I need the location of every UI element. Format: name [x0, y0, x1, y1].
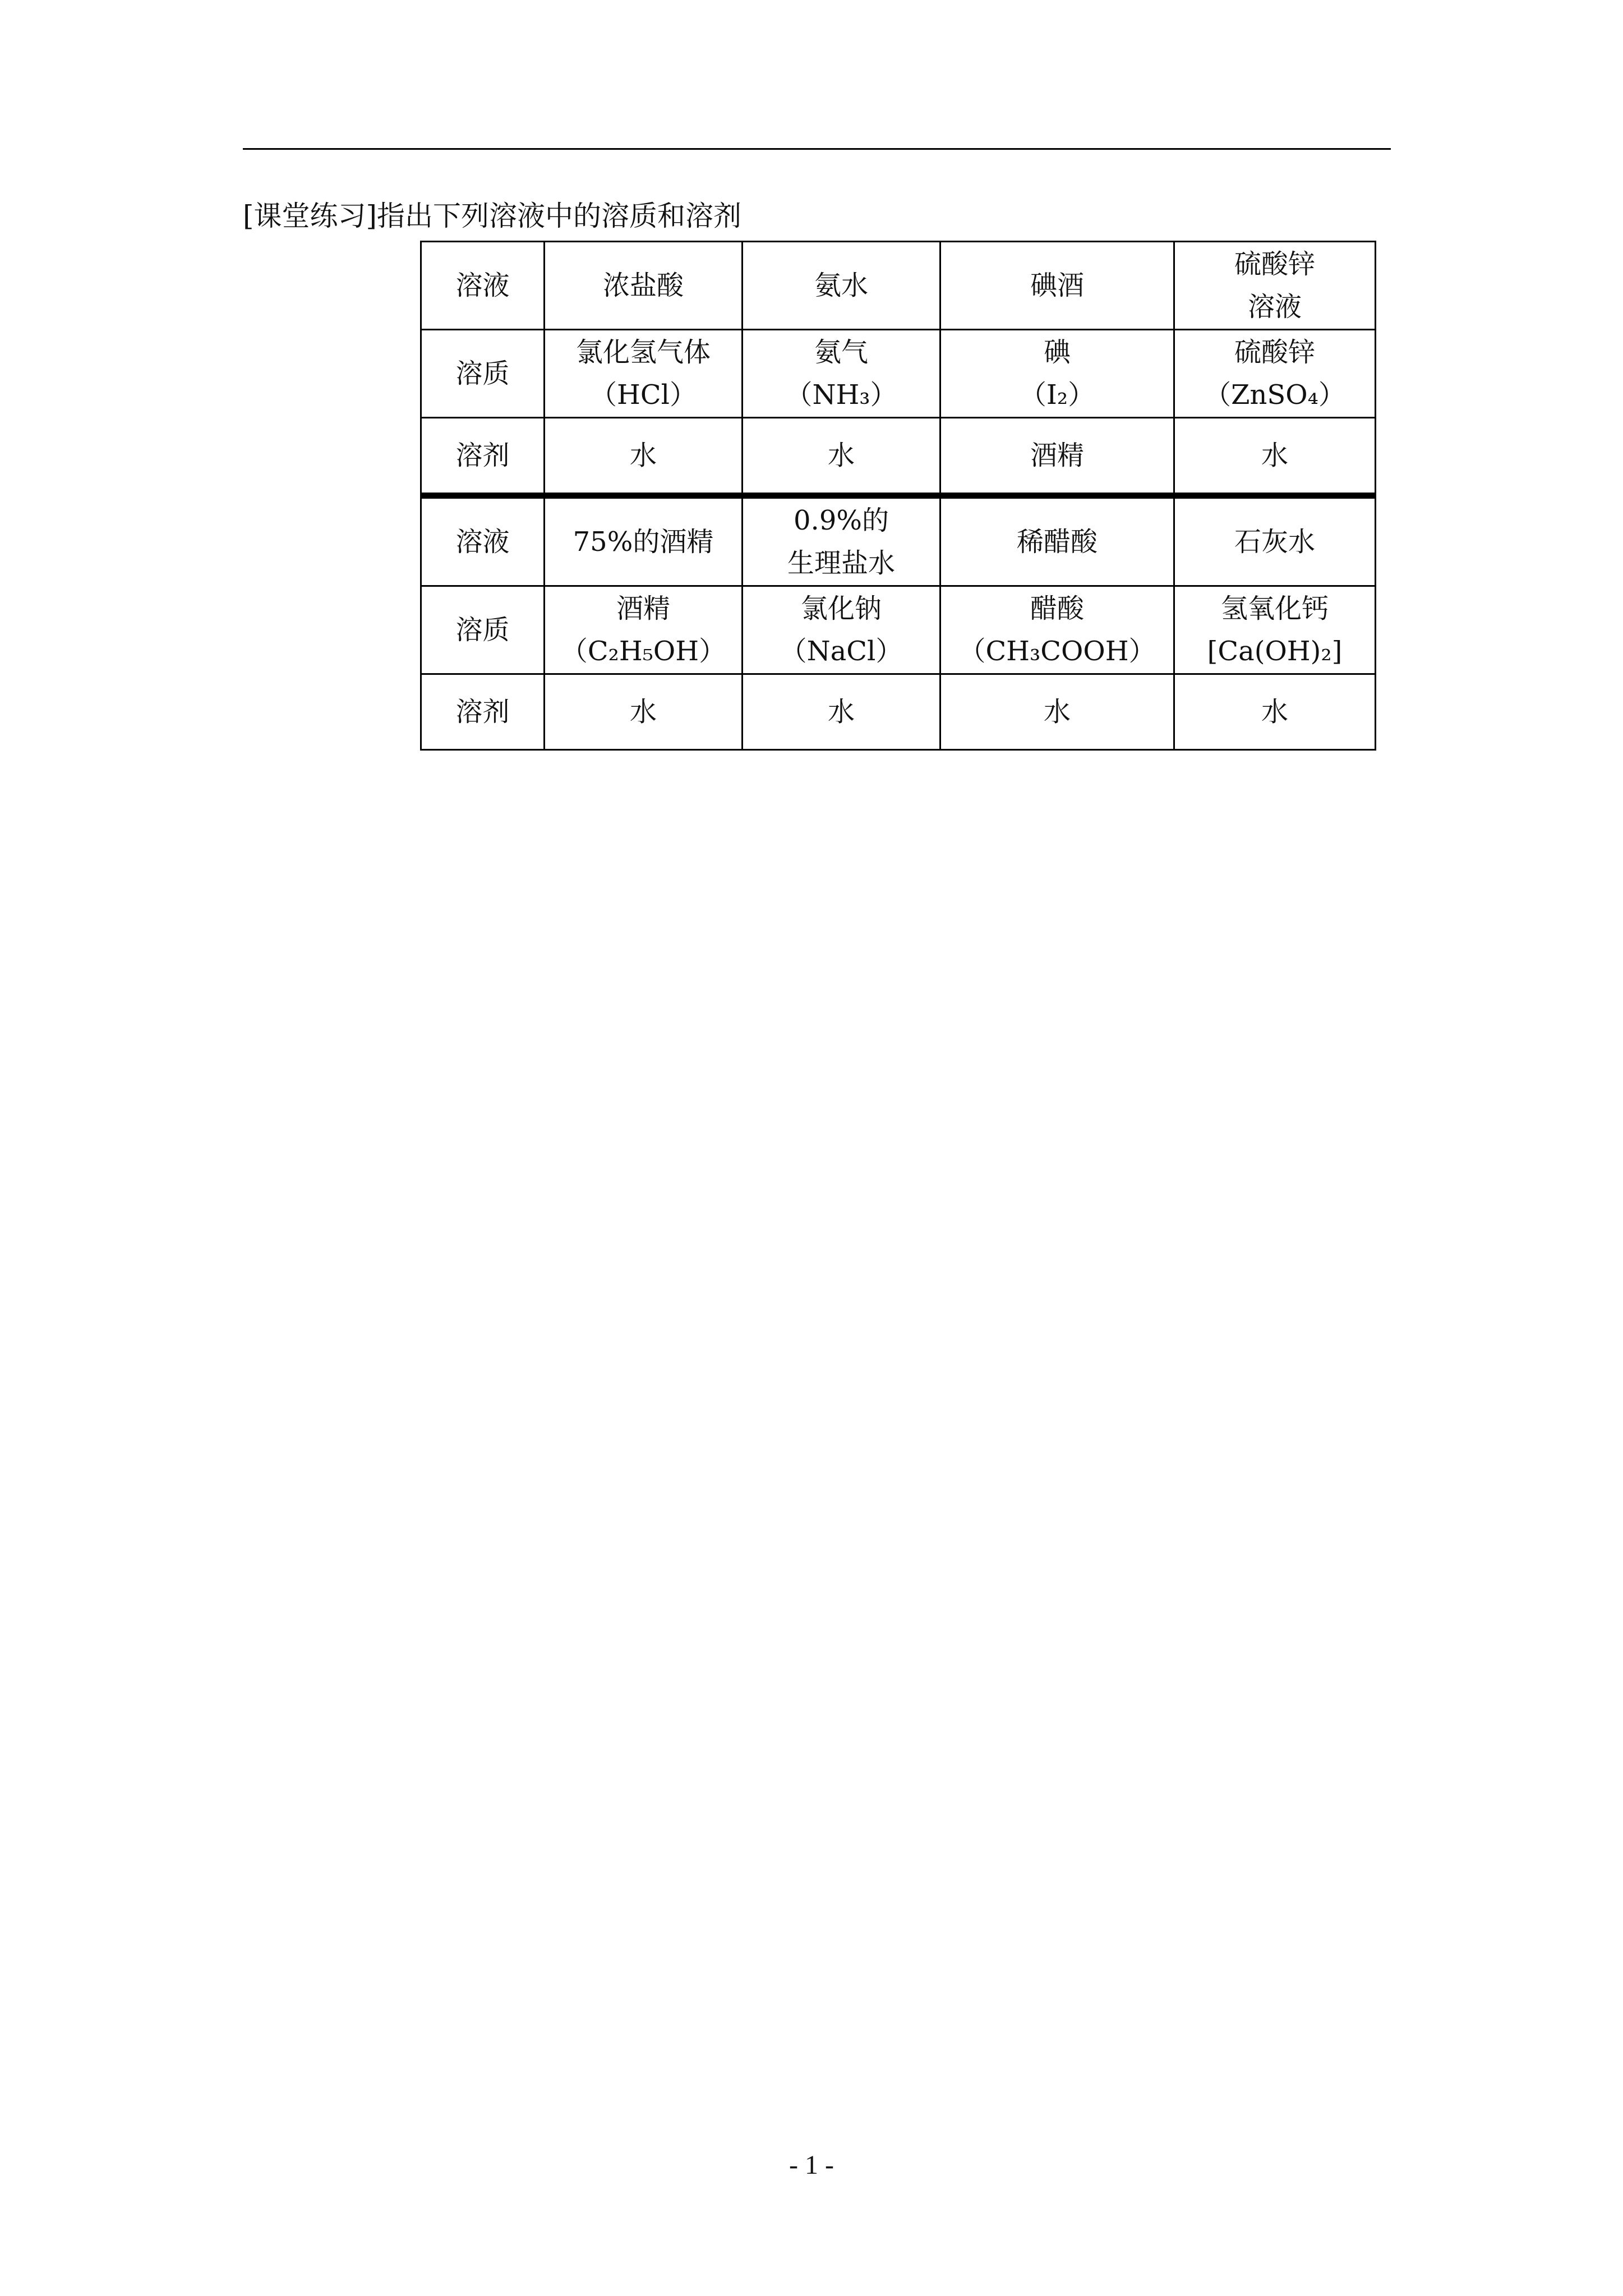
- table-cell: 酒精: [940, 418, 1174, 496]
- row-header-solvent: 溶剂: [421, 674, 545, 750]
- table-cell: 酒精 （C₂H₅OH）: [545, 586, 743, 674]
- table-cell: 硫酸锌 （ZnSO₄）: [1174, 330, 1376, 418]
- table-cell: 氯化氢气体 （HCl）: [545, 330, 743, 418]
- table-cell: 浓盐酸: [545, 242, 743, 330]
- table-cell: 碘 （I₂）: [940, 330, 1174, 418]
- row-header-solute: 溶质: [421, 586, 545, 674]
- table-cell: 水: [1174, 674, 1376, 750]
- table-cell: 75%的酒精: [545, 496, 743, 586]
- table-cell: 水: [545, 674, 743, 750]
- table-row-solvent-2: [421, 674, 1376, 750]
- row-header-solution: 溶液: [421, 496, 545, 586]
- table-cell: 水: [743, 674, 940, 750]
- table-cell: 醋酸 （CH₃COOH）: [940, 586, 1174, 674]
- table-cell: 水: [743, 418, 940, 496]
- row-header-solute: 溶质: [421, 330, 545, 418]
- table-cell: 氨气 （NH₃）: [743, 330, 940, 418]
- row-header-solvent: 溶剂: [421, 418, 545, 496]
- table-cell: 氢氧化钙 [Ca(OH)₂]: [1174, 586, 1376, 674]
- table-row-solute-2: [421, 586, 1376, 674]
- table-row-solution-1: [421, 242, 1376, 330]
- row-header-solution: 溶液: [421, 242, 545, 330]
- table-cell: 稀醋酸: [940, 496, 1174, 586]
- solution-table: [420, 241, 1376, 751]
- table-cell: 硫酸锌 溶液: [1174, 242, 1376, 330]
- table-row-solute-1: [421, 330, 1376, 418]
- table-cell: 水: [1174, 418, 1376, 496]
- table-cell: 水: [545, 418, 743, 496]
- page-number: - 1 -: [789, 2150, 834, 2180]
- exercise-heading: [课堂练习]指出下列溶液中的溶质和溶剂: [243, 200, 742, 232]
- table-cell: 氨水: [743, 242, 940, 330]
- table-cell: 0.9%的 生理盐水: [743, 496, 940, 586]
- header-rule: [243, 148, 1391, 150]
- table-cell: 水: [940, 674, 1174, 750]
- table-cell: 石灰水: [1174, 496, 1376, 586]
- table-row-solvent-1: [421, 418, 1376, 496]
- table-row-solution-2: [421, 496, 1376, 586]
- table-cell: 碘酒: [940, 242, 1174, 330]
- table-cell: 氯化钠 （NaCl）: [743, 586, 940, 674]
